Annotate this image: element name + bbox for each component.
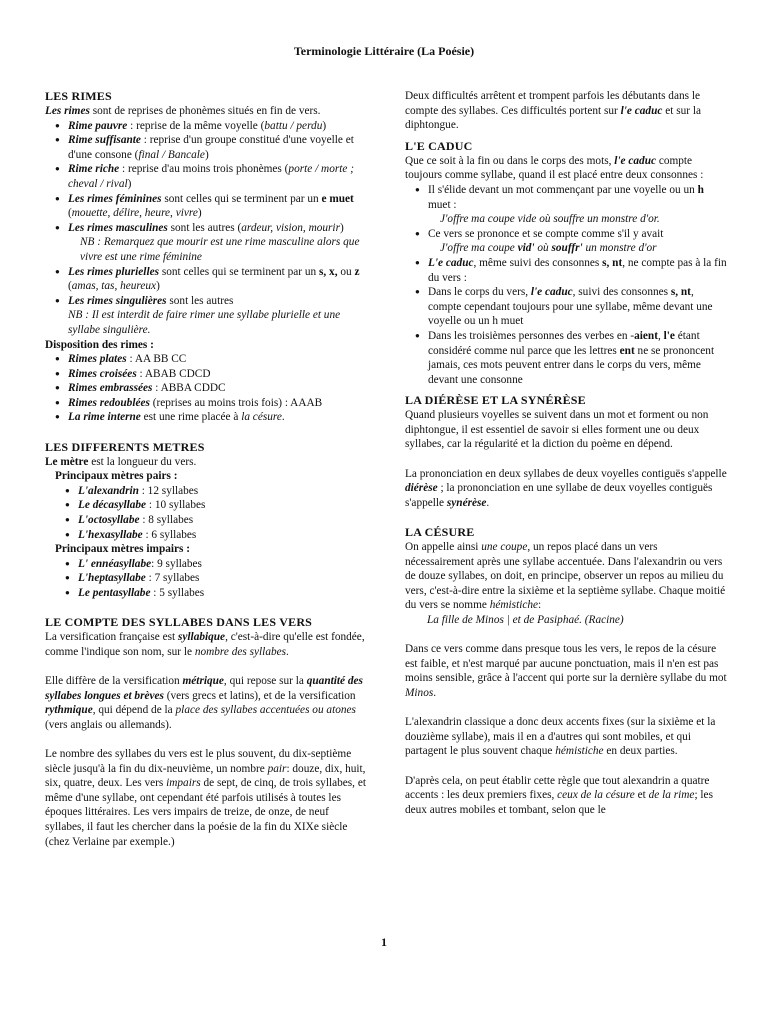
section-heading-rimes: LES RIMES	[45, 89, 112, 103]
paragraph: Quand plusieurs voyelles se suivent dans un mot et forment ou non diphtongue, il est essentiel de savoir si elles forment une ou deux syllabes, car la régularité et la diction du poème en dépend.	[405, 409, 709, 451]
right-column	[405, 89, 727, 817]
list-item: ● Rimes embrassées : ABBA CDDC	[45, 381, 370, 396]
note-text: NB : Remarquez que mourir est une rime masculine alors que vivre est une rime féminine	[80, 236, 360, 263]
list-item: ● Rimes croisées : ABAB CDCD	[45, 367, 370, 382]
pairs-label: Principaux mètres pairs :	[55, 470, 178, 483]
paragraph: D'après cela, on peut établir cette règle que tout alexandrin a quatre accents : les deux premiers fixes, ceux de la césure et de la rime; les deux autres mobiles et tombant, selon que le	[405, 774, 713, 816]
paragraph: La prononciation en deux syllabes de deux voyelles contiguës s'appelle diérèse ; la prononciation en une syllabe de deux voyelles contiguës s'appelle synérèse.	[405, 467, 727, 509]
section-heading-compte: LE COMPTE DES SYLLABES DANS LES VERS	[45, 615, 313, 630]
left-column	[45, 89, 370, 849]
list-item: ● L'alexandrin : 12 syllabes	[45, 484, 370, 499]
list-item: ● L'hexasyllabe : 6 syllabes	[45, 528, 370, 543]
paragraph: La versification française est syllabique, c'est-à-dire qu'elle est fondée, comme l'indique son nom, sur le nombre des syllabes.	[45, 631, 365, 658]
rimes-intro: Les rimes sont de reprises de phonèmes situés en fin de vers.	[45, 105, 321, 117]
page-title: Terminologie Littéraire (La Poésie)	[293, 44, 475, 58]
rimes-list	[45, 119, 370, 338]
list-item: ● Les rimes féminines sont celles qui se terminent par un e muet (mouette, délire, heure, vivre)	[45, 192, 370, 221]
impairs-list	[45, 557, 370, 601]
quote-line: J'offre ma coupe vide où souffre un monstre d'or.	[440, 213, 660, 226]
paragraph: L'alexandrin classique a donc deux accents fixes (sur la sixième et la douzième syllabe), mais il en a d'autres qui sont mobiles, et qui partagent le plus souvent chaque hémistiche en deux parties.	[405, 716, 716, 758]
list-item: ● Dans les troisièmes personnes des verbes en -aient, l'e étant considéré comme nul parce que les lettres ent ne se prononcent jamais, ces mots peuvent entrer dans le corps du vers, même devant une consonne	[405, 329, 727, 387]
section-heading-metres: LES DIFFERENTS METRES	[45, 439, 205, 454]
list-item: ● Le décasyllabe : 10 syllabes	[45, 498, 370, 513]
caduc-list	[405, 183, 727, 387]
section-heading-dierese: LA DIÉRÈSE ET LA SYNÉRÈSE	[405, 393, 586, 408]
disposition-label: Disposition des rimes :	[45, 338, 154, 351]
paragraph: Que ce soit à la fin ou dans le corps des mots, l'e caduc compte toujours comme syllabe, quand il est placé entre deux consonnes :	[405, 154, 704, 182]
list-item: ● Rimes plates : AA BB CC	[45, 352, 370, 367]
paragraph: Le nombre des syllabes du vers est le plus souvent, du dix-septième siècle jusqu'à la fin du dix-neuvième, un nombre pair: douze, dix, huit, six, quatre, deux. Les vers impairs de sept, de cinq, de trois syllabes, et même d'une syllabe, ont cependant été parfois utilisés à toutes les époques littéraires. Les vers impairs de treize, de onze, de neuf syllabes, il faut les chercher dans la poésie de la fin du XIXe siècle (chez Verlaine par exemple.)	[45, 747, 366, 848]
list-item: ● Rime riche : reprise d'au moins trois phonèmes (porte / morte ; cheval / rival)	[45, 162, 370, 191]
list-item: ● L'heptasyllabe : 7 syllabes	[45, 571, 370, 586]
quote-line: J'offre ma coupe vid' où souffr' un monstre d'or	[440, 242, 657, 255]
metres-intro: Le mètre est la longueur du vers.	[45, 455, 197, 468]
section-heading-caduc: L'E CADUC	[405, 138, 473, 153]
quote-line: La fille de Minos | et de Pasiphaé. (Racine)	[427, 614, 624, 626]
list-item: ● L'e caduc, même suivi des consonnes s, nt, ne compte pas à la fin du vers :	[405, 256, 727, 285]
paragraph: Elle diffère de la versification métrique, qui repose sur la quantité des syllabes longues et brèves (vers grecs et latins), et de la versification rythmique, qui dépend de la place des syllabes accentuées ou atones (vers anglais ou allemands).	[45, 674, 363, 731]
note-text: NB : Il est interdit de faire rimer une syllabe plurielle et une syllabe singulière.	[68, 309, 341, 336]
paragraph: Deux difficultés arrêtent et trompent parfois les débutants dans le compte des syllabes. Ces difficultés portent sur l'e caduc et sur la diphtongue.	[405, 90, 701, 132]
list-item: ● Ce vers se prononce et se compte comme s'il y avait J'offre ma coupe vid' où souffr' un monstre d'or	[405, 227, 727, 256]
list-item: ● L'octosyllabe : 8 syllabes	[45, 513, 370, 528]
paragraph: Dans ce vers comme dans presque tous les vers, le repos de la césure est faible, et n'est marqué par aucune ponctuation, mais il n'en est pas moins sensible, grâce à l'accent qui porte sur la dernière syllabe du mot Minos.	[405, 643, 727, 699]
list-item: ● L' ennéasyllabe: 9 syllabes	[45, 557, 370, 572]
list-item: ● Rime suffisante : reprise d'un groupe constitué d'une voyelle et d'une consone (final / Bancale)	[45, 133, 370, 162]
list-item: ● Rime pauvre : reprise de la même voyelle (battu / perdu)	[45, 119, 370, 134]
list-item: ● Les rimes singulières sont les autres NB : Il est interdit de faire rimer une syllabe plurielle et une syllabe singulière.	[45, 294, 370, 338]
disposition-list	[45, 352, 370, 425]
paragraph: On appelle ainsi une coupe, un repos placé dans un vers nécessairement après une syllabe accentuée. Dans l'alexandrin ou vers de douze syllabes, on doit, en principe, observer un repos au milieu du vers, c'est-à-dire entre la sixième et la septième syllabe. Chaque moitié du vers se nomme hémistiche:	[405, 541, 726, 612]
list-item: ● Rimes redoublées (reprises au moins trois fois) : AAAB	[45, 396, 370, 411]
list-item: ● Les rimes plurielles sont celles qui se terminent par un s, x, ou z (amas, tas, heureux)	[45, 265, 370, 294]
list-item: ● La rime interne est une rime placée à la césure.	[45, 410, 370, 425]
pairs-list	[45, 484, 370, 542]
page-number: 1	[381, 935, 387, 949]
list-item: ● Dans le corps du vers, l'e caduc, suivi des consonnes s, nt, compte cependant toujours pour une syllabe, même devant une voyelle ou un h muet	[405, 285, 727, 329]
impairs-label: Principaux mètres impairs :	[55, 543, 191, 556]
list-item: ● Le pentasyllabe : 5 syllabes	[45, 586, 370, 601]
list-item: ● Il s'élide devant un mot commençant par une voyelle ou un h muet : J'offre ma coupe vide où souffre un monstre d'or.	[405, 183, 727, 227]
list-item: ● Les rimes masculines sont les autres (ardeur, vision, mourir) NB : Remarquez que mourir est une rime masculine alors que vivre est une rime féminine	[45, 221, 370, 265]
section-heading-cesure: LA CÉSURE	[405, 525, 475, 540]
